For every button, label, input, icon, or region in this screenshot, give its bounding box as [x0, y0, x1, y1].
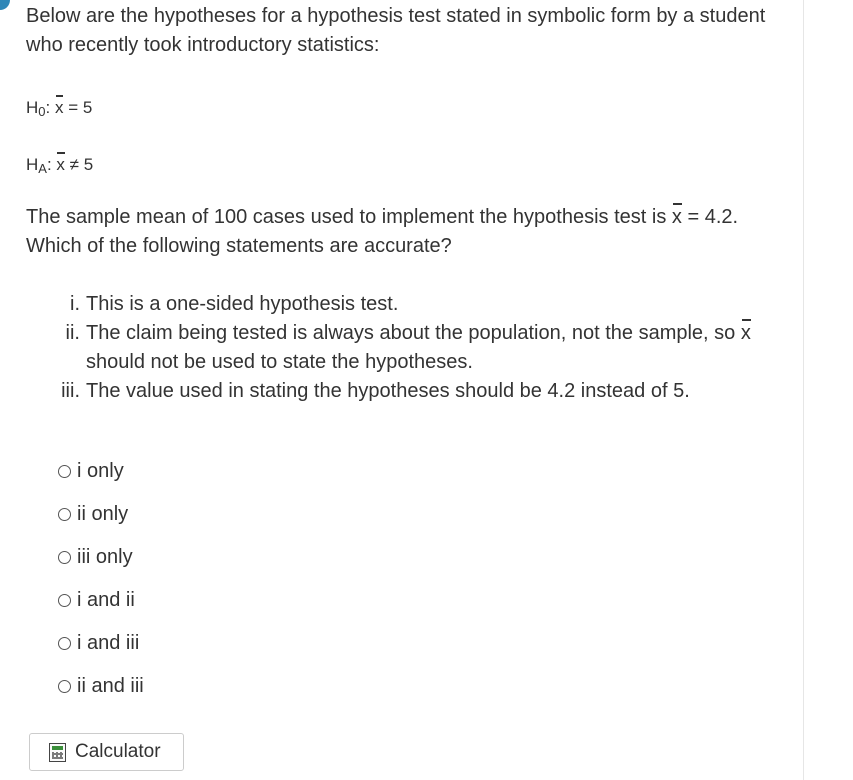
ha-relation: ≠ 5 [69, 155, 94, 174]
option-label: i and ii [77, 589, 135, 611]
radio-button[interactable] [58, 680, 71, 693]
statement-text: This is a one-sided hypothesis test. [86, 293, 399, 315]
option-label: iii only [77, 546, 133, 568]
statement-number: i. [70, 293, 80, 315]
option-label: ii only [77, 503, 129, 525]
option-label: i and iii [77, 632, 140, 654]
calculator-label: Calculator [75, 741, 161, 762]
option-ii-and-iii[interactable] [58, 665, 144, 708]
sample-xbar-symbol: x [671, 206, 682, 228]
h0-subscript: 0 [38, 104, 46, 119]
option-i-and-ii[interactable] [58, 579, 144, 622]
radio-button[interactable] [58, 637, 71, 650]
radio-button[interactable] [58, 551, 71, 564]
statement-text-before: The claim being tested is always about the population, not the sample, so [86, 322, 736, 344]
radio-button[interactable] [58, 465, 71, 478]
statement-xbar-symbol: x [740, 322, 751, 344]
statement-text [86, 319, 796, 377]
option-i-only[interactable] [58, 450, 144, 493]
h0-letter: H [26, 98, 39, 117]
ha-subscript: A [38, 161, 47, 176]
calculator-button[interactable] [29, 733, 184, 771]
statement-text: The value used in stating the hypotheses should be 4.2 instead of 5. [86, 380, 690, 402]
sample-mean-text [26, 203, 786, 261]
h0-colon: : [45, 98, 51, 117]
null-hypothesis [26, 93, 92, 126]
ha-letter: H [26, 155, 39, 174]
option-label: i only [77, 460, 124, 482]
h0-relation: = 5 [68, 98, 93, 117]
statement-number: ii. [65, 322, 80, 344]
answer-options [58, 450, 144, 708]
question-intro: Below are the hypotheses for a hypothesis test stated in symbolic form by a student who recently took introductory statistics: [26, 5, 766, 56]
h0-xbar-symbol: x [54, 98, 64, 117]
right-divider [803, 0, 804, 780]
option-label: ii and iii [77, 675, 144, 697]
option-iii-only[interactable] [58, 536, 144, 579]
corner-indicator [0, 0, 10, 10]
statement-ii [26, 319, 796, 377]
sample-text-before: The sample mean of 100 cases used to implement the hypothesis test is [26, 206, 667, 228]
sample-text-after: = 4.2. Which of the following statements are accurate? [26, 206, 739, 257]
statement-i [26, 290, 796, 319]
option-ii-only[interactable] [58, 493, 144, 536]
ha-colon: : [46, 155, 52, 174]
statement-text-after: should not be used to state the hypotheses. [86, 351, 473, 373]
option-i-and-iii[interactable] [58, 622, 144, 665]
ha-xbar-symbol: x [56, 155, 65, 174]
radio-button[interactable] [58, 508, 71, 521]
radio-button[interactable] [58, 594, 71, 607]
statement-number: iii. [61, 380, 80, 402]
calculator-icon [49, 743, 66, 762]
statement-list [26, 290, 796, 406]
alternative-hypothesis [26, 150, 93, 183]
statement-iii [26, 377, 796, 406]
